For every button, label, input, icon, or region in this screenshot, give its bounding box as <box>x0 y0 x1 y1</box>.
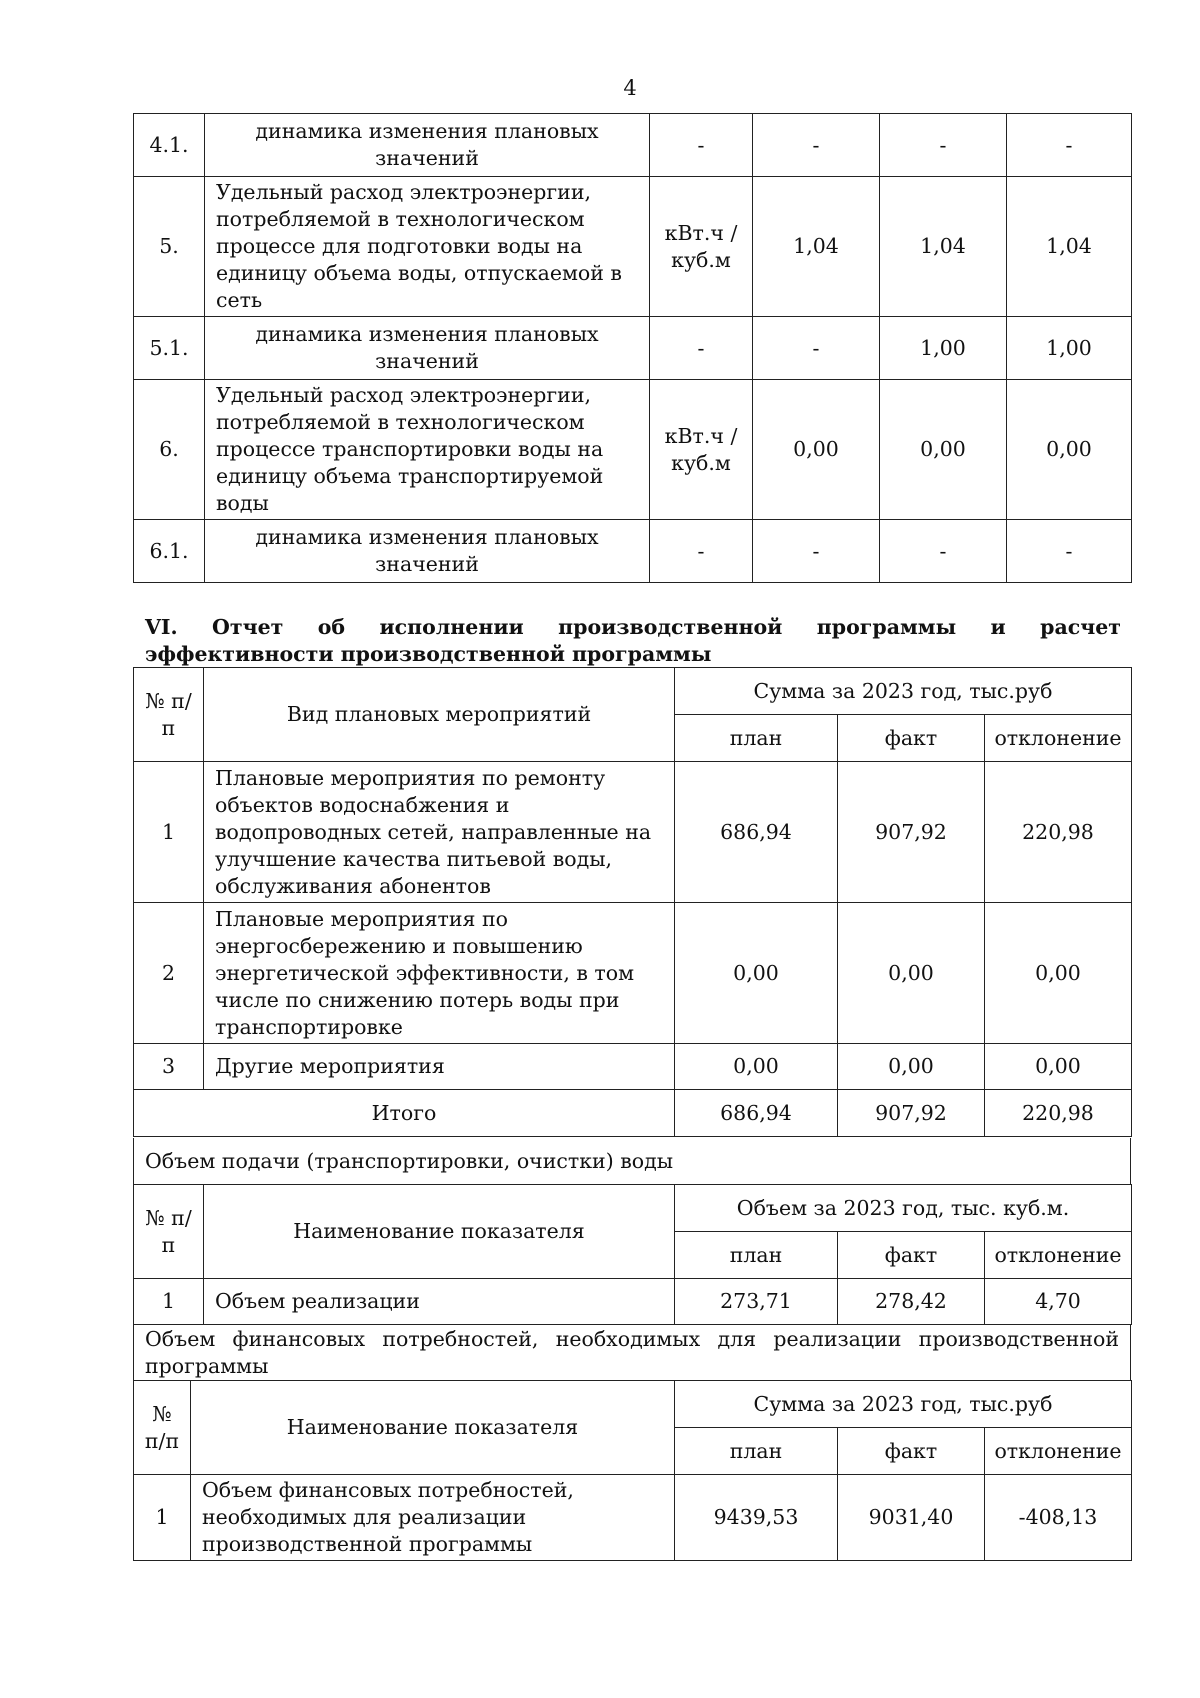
table-row <box>134 380 1132 520</box>
plan-value: 0,00 <box>675 1044 838 1090</box>
value-cell: 1,00 <box>1007 317 1132 380</box>
row-number: 6. <box>134 380 205 520</box>
column-header-fact: факт <box>838 715 985 762</box>
value-cell: 0,00 <box>1007 380 1132 520</box>
unit-cell: кВт.ч / куб.м <box>650 380 753 520</box>
plan-value: 0,00 <box>675 903 838 1044</box>
deviation-value: 0,00 <box>985 1044 1132 1090</box>
row-number: 6.1. <box>134 520 205 583</box>
table-row <box>134 114 1132 177</box>
row-number: 2 <box>134 903 204 1044</box>
column-header-fact: факт <box>838 1232 985 1279</box>
table-row <box>134 1044 1132 1090</box>
column-header-plan: план <box>675 1232 838 1279</box>
column-header-group: Сумма за 2023 год, тыс.руб <box>675 668 1132 715</box>
table-row <box>134 520 1132 583</box>
total-fact: 907,92 <box>838 1090 985 1137</box>
column-header-name: Наименование показателя <box>204 1185 675 1279</box>
unit-cell: - <box>650 114 753 177</box>
column-header-group: Объем за 2023 год, тыс. куб.м. <box>675 1185 1132 1232</box>
value-cell: 1,04 <box>1007 177 1132 317</box>
activity-name: Плановые мероприятия по ремонту объектов водоснабжения и водопроводных сетей, направленные на улучшение качества питьевой воды, обслуживания абонентов <box>204 762 675 903</box>
indicator-name: динамика изменения плановых значений <box>205 317 650 380</box>
fact-value: 278,42 <box>838 1279 985 1325</box>
activity-name: Плановые мероприятия по энергосбережению и повышению энергетической эффективности, в том числе по снижению потерь воды при транспортировке <box>204 903 675 1044</box>
value-cell: - <box>1007 114 1132 177</box>
indicator-name: Удельный расход электроэнергии, потребляемой в технологическом процессе для подготовки воды на единицу объема воды, отпускаемой в сеть <box>205 177 650 317</box>
volume-caption: Объем подачи (транспортировки, очистки) воды <box>133 1138 1131 1185</box>
section-title: VI. Отчет об исполнении производственной программы и расчет эффективности производственной программы <box>145 615 1121 666</box>
column-header-name: Вид плановых мероприятий <box>204 668 675 762</box>
column-header-plan: план <box>675 1428 838 1475</box>
column-header-deviation: отклонение <box>985 715 1132 762</box>
deviation-value: -408,13 <box>985 1475 1132 1561</box>
page-number: 4 <box>623 76 637 100</box>
column-header-number: № п/п <box>134 1381 191 1475</box>
value-cell: - <box>753 520 880 583</box>
deviation-value: 4,70 <box>985 1279 1132 1325</box>
indicator-name: динамика изменения плановых значений <box>205 520 650 583</box>
table-row <box>134 177 1132 317</box>
activities-table <box>133 667 1132 1137</box>
unit-cell: - <box>650 317 753 380</box>
value-cell: - <box>880 520 1007 583</box>
fact-value: 0,00 <box>838 1044 985 1090</box>
column-header-deviation: отклонение <box>985 1428 1132 1475</box>
indicator-name: Объем реализации <box>204 1279 675 1325</box>
value-cell: - <box>753 114 880 177</box>
table-header-row <box>134 668 1132 715</box>
value-cell: 1,00 <box>880 317 1007 380</box>
table-header-row <box>134 1185 1132 1232</box>
volume-table <box>133 1184 1132 1325</box>
value-cell: 1,04 <box>753 177 880 317</box>
value-cell: - <box>880 114 1007 177</box>
column-header-plan: план <box>675 715 838 762</box>
total-label: Итого <box>134 1090 675 1137</box>
column-header-fact: факт <box>838 1428 985 1475</box>
fact-value: 0,00 <box>838 903 985 1044</box>
activity-name: Другие мероприятия <box>204 1044 675 1090</box>
value-cell: - <box>1007 520 1132 583</box>
indicators-table <box>133 113 1132 583</box>
table-header-row <box>134 1381 1132 1428</box>
value-cell: 0,00 <box>880 380 1007 520</box>
table-row <box>134 903 1132 1044</box>
indicator-name: динамика изменения плановых значений <box>205 114 650 177</box>
column-header-group: Сумма за 2023 год, тыс.руб <box>675 1381 1132 1428</box>
row-number: 1 <box>134 1279 204 1325</box>
table-row <box>134 317 1132 380</box>
deviation-value: 0,00 <box>985 903 1132 1044</box>
fact-value: 907,92 <box>838 762 985 903</box>
plan-value: 686,94 <box>675 762 838 903</box>
unit-cell: кВт.ч / куб.м <box>650 177 753 317</box>
row-number: 4.1. <box>134 114 205 177</box>
value-cell: - <box>753 317 880 380</box>
column-header-deviation: отклонение <box>985 1232 1132 1279</box>
value-cell: 0,00 <box>753 380 880 520</box>
table-row <box>134 1279 1132 1325</box>
row-number: 1 <box>134 762 204 903</box>
total-plan: 686,94 <box>675 1090 838 1137</box>
indicator-name: Удельный расход электроэнергии, потребляемой в технологическом процессе транспортировки воды на единицу объема транспортируемой воды <box>205 380 650 520</box>
table-row <box>134 1475 1132 1561</box>
row-number: 5. <box>134 177 205 317</box>
deviation-value: 220,98 <box>985 762 1132 903</box>
table-row <box>134 762 1132 903</box>
row-number: 1 <box>134 1475 191 1561</box>
finance-table <box>133 1380 1132 1561</box>
column-header-number: № п/п <box>134 1185 204 1279</box>
column-header-name: Наименование показателя <box>191 1381 675 1475</box>
plan-value: 9439,53 <box>675 1475 838 1561</box>
indicator-name: Объем финансовых потребностей, необходимых для реализации производственной программы <box>191 1475 675 1561</box>
finance-caption: Объем финансовых потребностей, необходимых для реализации производственной программы <box>133 1324 1131 1381</box>
unit-cell: - <box>650 520 753 583</box>
column-header-number: № п/п <box>134 668 204 762</box>
row-number: 5.1. <box>134 317 205 380</box>
plan-value: 273,71 <box>675 1279 838 1325</box>
total-row <box>134 1090 1132 1137</box>
value-cell: 1,04 <box>880 177 1007 317</box>
fact-value: 9031,40 <box>838 1475 985 1561</box>
total-deviation: 220,98 <box>985 1090 1132 1137</box>
row-number: 3 <box>134 1044 204 1090</box>
